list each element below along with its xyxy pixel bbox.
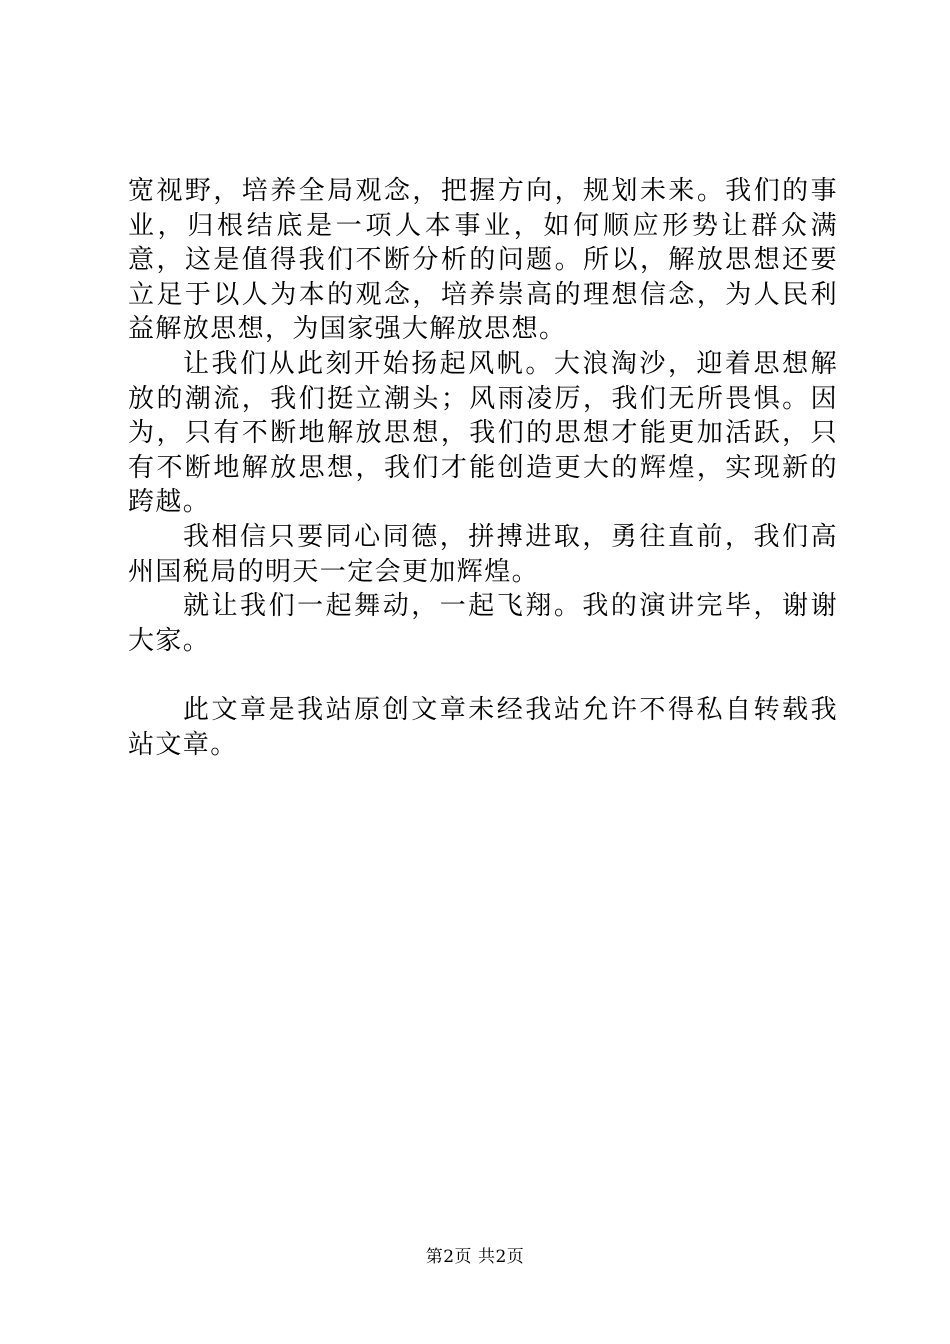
blank-line: [128, 658, 838, 693]
document-body: [128, 174, 838, 762]
copyright-notice: 此文章是我站原创文章未经我站允许不得私自转载我站文章。: [128, 694, 838, 760]
paragraph-closing: 就让我们一起舞动，一起飞翔。我的演讲完毕，谢谢大家。: [128, 591, 838, 656]
paragraph-continuation: 宽视野，培养全局观念，把握方向，规划未来。我们的事业，归根结底是一项人本事业，如何顺应形势让群众满意，这是值得我们不断分析的问题。所以，解放思想还要立足于以人为本的观念，培养崇高的理想信念，为人民利益解放思想，为国家强大解放思想。: [128, 176, 838, 345]
paragraph-set-sail: 让我们从此刻开始扬起风帆。大浪淘沙，迎着思想解放的潮流，我们挺立潮头；风雨凌厉，我们无所畏惧。因为，只有不断地解放思想，我们的思想才能更加活跃，只有不断地解放思想，我们才能创造更大的辉煌，实现新的跨越。: [128, 348, 838, 518]
page-footer: 第2页 共2页: [425, 1247, 525, 1267]
paragraph-belief: 我相信只要同心同德，拼搏进取，勇往直前，我们高州国税局的明天一定会更加辉煌。: [128, 521, 838, 587]
